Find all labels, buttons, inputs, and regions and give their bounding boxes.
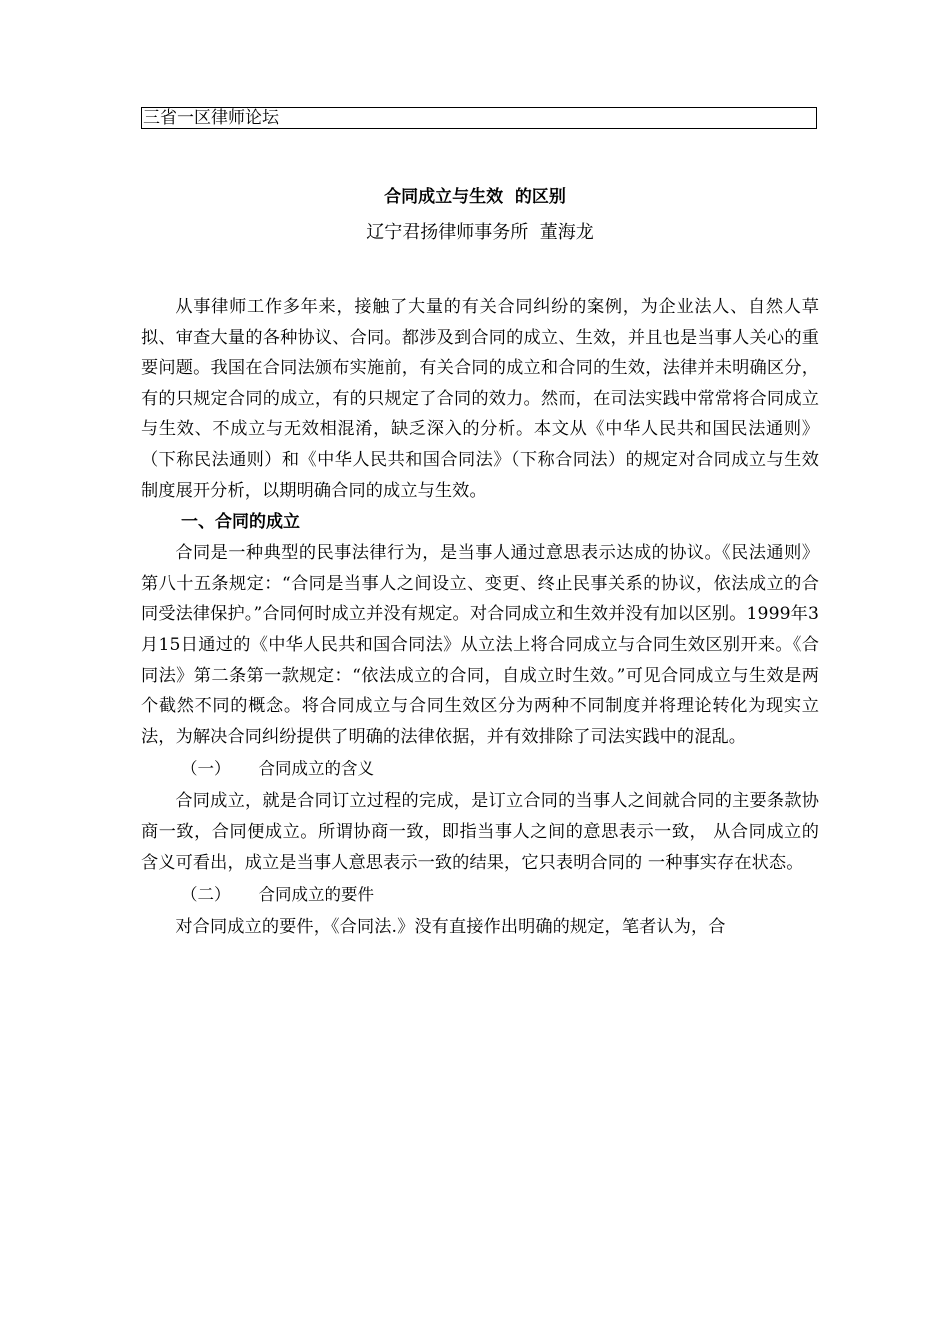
header-box [141,107,817,129]
article-body [141,292,819,943]
subsection-number: （一） [181,759,231,779]
header-title: 三省一区律师论坛 [143,108,279,128]
subsection-heading [141,878,819,912]
subsection-paragraph: 对合同成立的要件，《合同法.》没有直接作出明确的规定，笔者认为，合 [175,917,726,938]
article-author: 辽宁君扬律师事务所 董海龙 [366,222,594,243]
subsection-title: 合同成立的要件 [258,885,374,905]
section-paragraph: 合同是一种典型的民事法律行为，是当事人通过意思表示达成的协议。《民法通则》第八十五条规定：“合同是当事人之间设立、变更、终止民事关系的协议，依法成立的合同受法律保护。”合同何时成立并没有规定。对合同成立和生效并没有加以区别。1999年3月15日通过的《中华人民共和国合同法》从立法上将合同成立与合同生效区别开来。《合同法》第二条第一款规定：“依法成立的合同，自成立时生效。”可见合同成立与生效是两个截然不同的概念。将合同成立与合同生效区分为两种不同制度并将理论转化为现实立法，为解决合同纠纷提供了明确的法律依据，并有效排除了司法实践中的混乱。 [141,543,819,747]
section-heading: 一、合同的成立 [181,512,300,533]
intro-paragraph: 从事律师工作多年来，接触了大量的有关合同纠纷的案例，为企业法人、自然人草拟、审查大量的各种协议、合同。都涉及到合同的成立、生效，并且也是当事人关心的重要问题。我国在合同法颁布实施前，有关合同的成立和合同的生效，法律并未明确区分，有的只规定合同的成立，有的只规定了合同的效力。然而，在司法实践中常常将合同成立与生效、不成立与无效相混淆，缺乏深入的分析。本文从《中华人民共和国民法通则》（下称民法通则）和《中华人民共和国合同法》（下称合同法）的规定对合同成立与生效制度展开分析，以期明确合同的成立与生效。 [141,297,819,501]
subsection-number: （二） [181,885,231,905]
article-title: 合同成立与生效 的区别 [384,187,566,207]
subsection-title: 合同成立的含义 [258,759,374,779]
subsection-paragraph: 合同成立，就是合同订立过程的完成，是订立合同的当事人之间就合同的主要条款协商一致，合同便成立。所谓协商一致，即指当事人之间的意思表示一致， 从合同成立的含义可看出，成立是当事人意思表示一致的结果，它只表明合同的 一种事实存在状态。 [141,791,819,873]
subsection-heading [141,752,819,786]
